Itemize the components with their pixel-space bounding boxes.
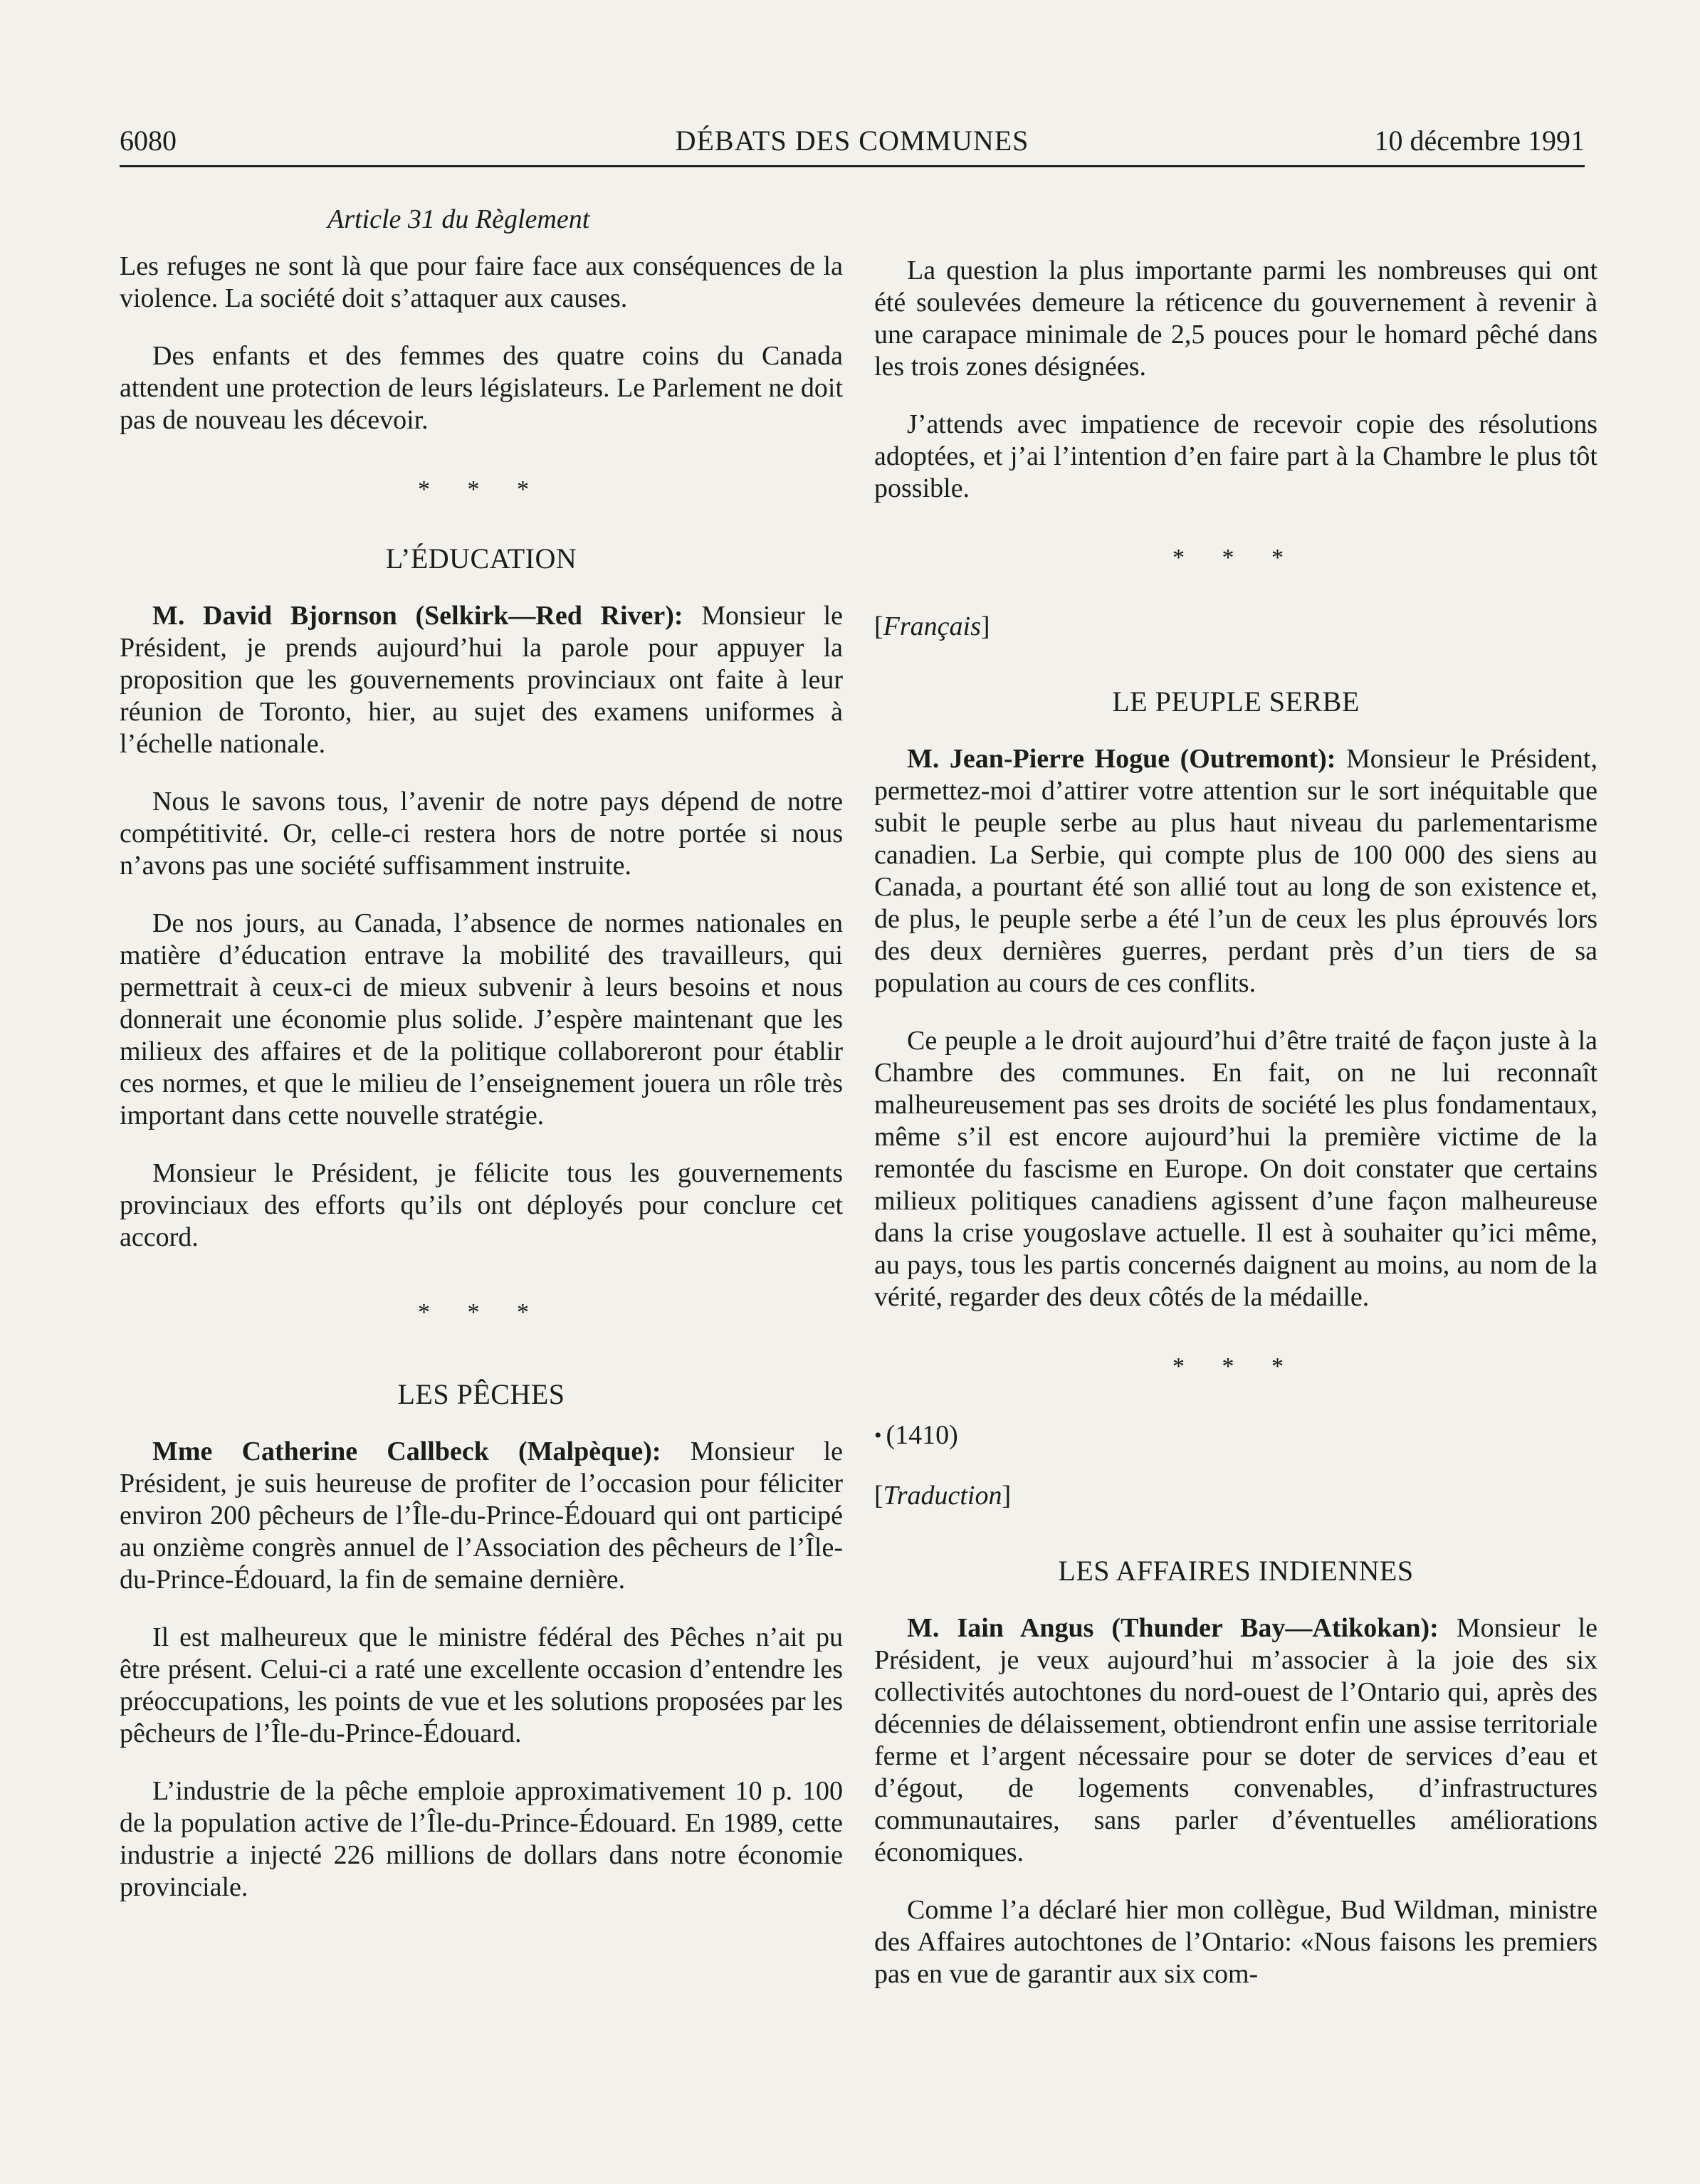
speech-paragraph — [874, 1612, 1597, 1869]
speech-text: Monsieur le Président, je suis heureuse de profiter de l’occasion pour féliciter environ 200 pêcheurs de l’Île-du-Prince-Édouard qui ont participé au onzième congrès annuel de l’Association des pêcheurs de l’Île-du-Prince-Édouard, la fin de semaine dernière. — [120, 1437, 843, 1595]
language-label: Traduction — [883, 1481, 1002, 1511]
paragraph: Des enfants et des femmes des quatre coins du Canada attendent une protection de leurs législateurs. Le Parlement ne doit pas de nouveau les décevoir. — [120, 341, 843, 435]
language-label: Français — [883, 611, 981, 641]
language-marker: [Français] — [874, 611, 990, 641]
speech-paragraph — [120, 1436, 843, 1596]
speech-text: Monsieur le Président, je veux aujourd’hui m’associer à la joie des six collectivités autochtones du nord-ouest de l’Ontario qui, après des décennies de délaissement, obtiendront enfin une assise territoriale ferme et l’argent nécessaire pour se doter de services d’eau et d’égout, de logements convenables, d’infrastructures communautaires, sans parler d’éventuelles améliorations économiques. — [874, 1613, 1597, 1867]
paragraph: Il est malheureux que le ministre fédéral des Pêches n’ait pu être présent. Celui-ci a raté une excellente occasion d’entendre les préoccupations, les points de vue et les solutions proposées par les pêcheurs de l’Île-du-Prince-Édouard. — [120, 1622, 843, 1748]
speaker-name: M. Iain Angus (Thunder Bay—Atikokan): — [907, 1613, 1439, 1643]
paragraph: Monsieur le Président, je félicite tous les gouvernements provinciaux des efforts qu’ils ont déployés pour conclure cet accord. — [120, 1158, 843, 1252]
section-heading: L’ÉDUCATION — [385, 542, 577, 574]
paragraph: Les refuges ne sont là que pour faire face aux conséquences de la violence. La société doit s’attaquer aux causes. — [120, 251, 843, 313]
speech-paragraph — [120, 600, 843, 760]
section-separator: * * * — [418, 476, 545, 503]
left-column — [120, 251, 843, 1929]
section-separator: * * * — [1172, 545, 1299, 571]
section-rubric: Article 31 du Règlement — [327, 204, 590, 234]
language-marker: [Traduction] — [874, 1481, 1012, 1511]
speaker-name: M. Jean-Pierre Hogue (Outremont): — [907, 744, 1336, 774]
paragraph: Comme l’a déclaré hier mon collègue, Bud Wildman, ministre des Affaires autochtones de l’Ontario: «Nous faisons les premiers pas en vue de garantir aux six com- — [874, 1895, 1597, 1989]
page-date: 10 décembre 1991 — [1374, 125, 1585, 157]
paragraph: De nos jours, au Canada, l’absence de normes nationales en matière d’éducation entrave la mobilité des travailleurs, qui permettrait à ceux-ci de mieux subvenir à leurs besoins et nous donnerait une économie plus solide. J’espère maintenant que les milieux des affaires et de la politique collaboreront pour établir ces normes, et que le milieu de l’enseignement jouera un rôle très important dans cette nouvelle stratégie. — [120, 908, 843, 1130]
right-column — [874, 255, 1597, 2016]
bullet-icon: • — [874, 1424, 882, 1447]
section-heading: LES AFFAIRES INDIENNES — [1058, 1555, 1414, 1587]
speech-text: Monsieur le Président, permettez-moi d’attirer votre attention sur le sort inéquitable que subit le peuple serbe au plus haut niveau du parlementarisme canadien. La Serbie, qui compte plus de 100 000 des siens au Canada, a pourtant été son allié tout au long de son existence et, de plus, le peuple serbe a été l’un de ceux les plus éprouvés lors des deux dernières guerres, perdant près d’un tiers de sa population au cours de ces conflits. — [874, 744, 1597, 998]
speaker-name: M. David Bjornson (Selkirk—Red River): — [152, 601, 683, 631]
page-header — [120, 121, 1585, 167]
section-separator: * * * — [1172, 1353, 1299, 1380]
section-heading: LES PÊCHES — [397, 1378, 565, 1410]
speech-text: Monsieur le Président, je prends aujourd’hui la parole pour appuyer la proposition que les gouvernements provinciaux ont faite à leur réunion de Toronto, hier, au sujet des examens uniformes à l’échelle nationale. — [120, 601, 844, 759]
page-number: 6080 — [120, 125, 177, 157]
section-heading: LE PEUPLE SERBE — [1112, 686, 1360, 718]
timestamp: (1410) — [886, 1420, 958, 1450]
paragraph: L’industrie de la pêche emploie approximativement 10 p. 100 de la population active de l’Île-du-Prince-Édouard. En 1989, cette industrie a injecté 226 millions de dollars dans notre économie provinciale. — [120, 1776, 843, 1902]
speech-paragraph — [874, 743, 1597, 999]
paragraph: Ce peuple a le droit aujourd’hui d’être traité de façon juste à la Chambre des communes. En fait, on ne lui reconnaît malheureusement pas ses droits de société les plus fondamentaux, même s’il est encore aujourd’hui la première victime de la remontée du fascisme en Europe. On doit constater que certains milieux politiques canadiens agissent d’une façon malheureuse dans la crise yougoslave actuelle. Il est à souhaiter qu’ici même, au pays, tous les partis concernés daignent au moins, au nom de la vérité, regarder des deux côtés de la médaille. — [874, 1026, 1597, 1312]
paragraph: Nous le savons tous, l’avenir de notre pays dépend de notre compétitivité. Or, celle-ci restera hors de notre portée si nous n’avons pas une société suffisamment instruite. — [120, 787, 843, 881]
timestamp-marker — [874, 1419, 1597, 1451]
speaker-name: Mme Catherine Callbeck (Malpèque): — [152, 1437, 661, 1466]
paragraph: J’attends avec impatience de recevoir copie des résolutions adoptées, et j’ai l’intention d’en faire part à la Chambre le plus tôt possible. — [874, 409, 1597, 503]
publication-title: DÉBATS DES COMMUNES — [675, 125, 1029, 157]
section-separator: * * * — [418, 1299, 545, 1325]
paragraph: La question la plus importante parmi les nombreuses qui ont été soulevées demeure la réticence du gouvernement à revenir à une carapace minimale de 2,5 pouces pour le homard pêché dans les trois zones désignées. — [874, 256, 1597, 382]
